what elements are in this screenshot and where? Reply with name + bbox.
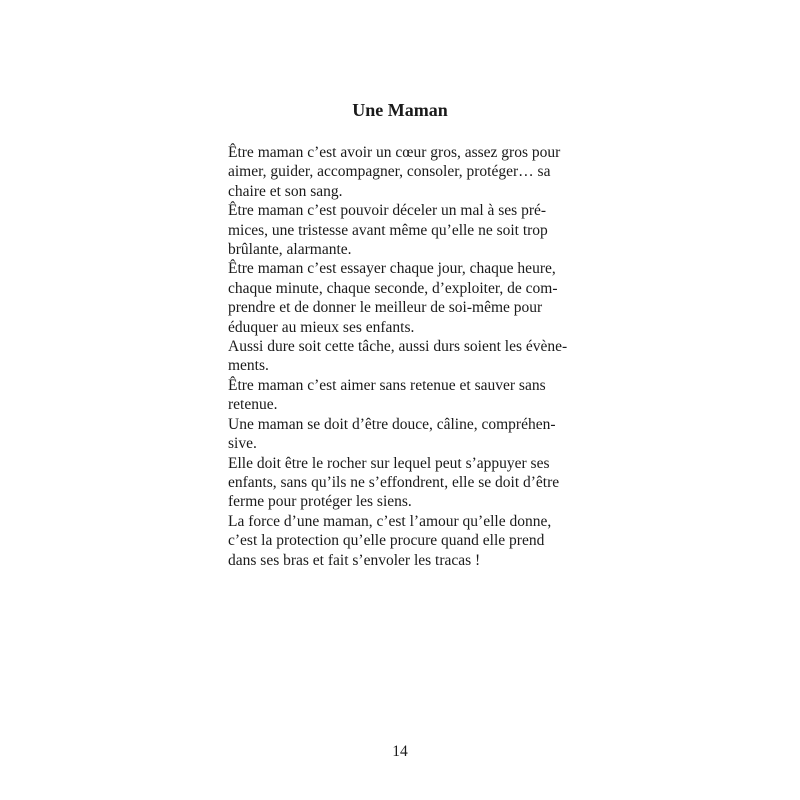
page-title: Une Maman: [352, 100, 448, 120]
text-line: prendre et de donner le meilleur de soi-même pour: [228, 299, 543, 317]
text-line: brûlante, alarmante.: [228, 241, 352, 259]
text-line: ments.: [228, 357, 269, 375]
text-line: ferme pour protéger les siens.: [228, 493, 412, 511]
text-line: éduquer au mieux ses enfants.: [228, 318, 415, 336]
text-line: Une maman se doit d’être douce, câline, compréhen-: [228, 415, 556, 433]
text-line: Être maman c’est pouvoir déceler un mal à ses pré-: [228, 202, 547, 220]
text-line: enfants, sans qu’ils ne s’effondrent, elle se doit d’être: [228, 473, 560, 491]
text-line: retenue.: [228, 396, 278, 414]
text-line: chaque minute, chaque seconde, d’exploiter, de com-: [228, 279, 558, 297]
page-number: 14: [392, 743, 408, 760]
text-line: Être maman c’est avoir un cœur gros, assez gros pour: [228, 144, 561, 161]
text-line: chaire et son sang.: [228, 182, 343, 200]
text-line: Elle doit être le rocher sur lequel peut s’appuyer ses: [228, 454, 550, 472]
text-line: Être maman c’est essayer chaque jour, chaque heure,: [228, 260, 556, 278]
text-line: Aussi dure soit cette tâche, aussi durs soient les évène-: [228, 338, 568, 356]
text-line: dans ses bras et fait s’envoler les tracas !: [228, 551, 481, 569]
text-line: La force d’une maman, c’est l’amour qu’elle donne,: [228, 512, 552, 530]
text-line: sive.: [228, 435, 257, 453]
text-line: mices, une tristesse avant même qu’elle ne soit trop: [228, 221, 548, 239]
text-line: Être maman c’est aimer sans retenue et sauver sans: [228, 376, 546, 394]
poem-body: [228, 143, 598, 570]
text-line: c’est la protection qu’elle procure quand elle prend: [228, 532, 545, 550]
text-line: aimer, guider, accompagner, consoler, protéger… sa: [228, 163, 551, 181]
